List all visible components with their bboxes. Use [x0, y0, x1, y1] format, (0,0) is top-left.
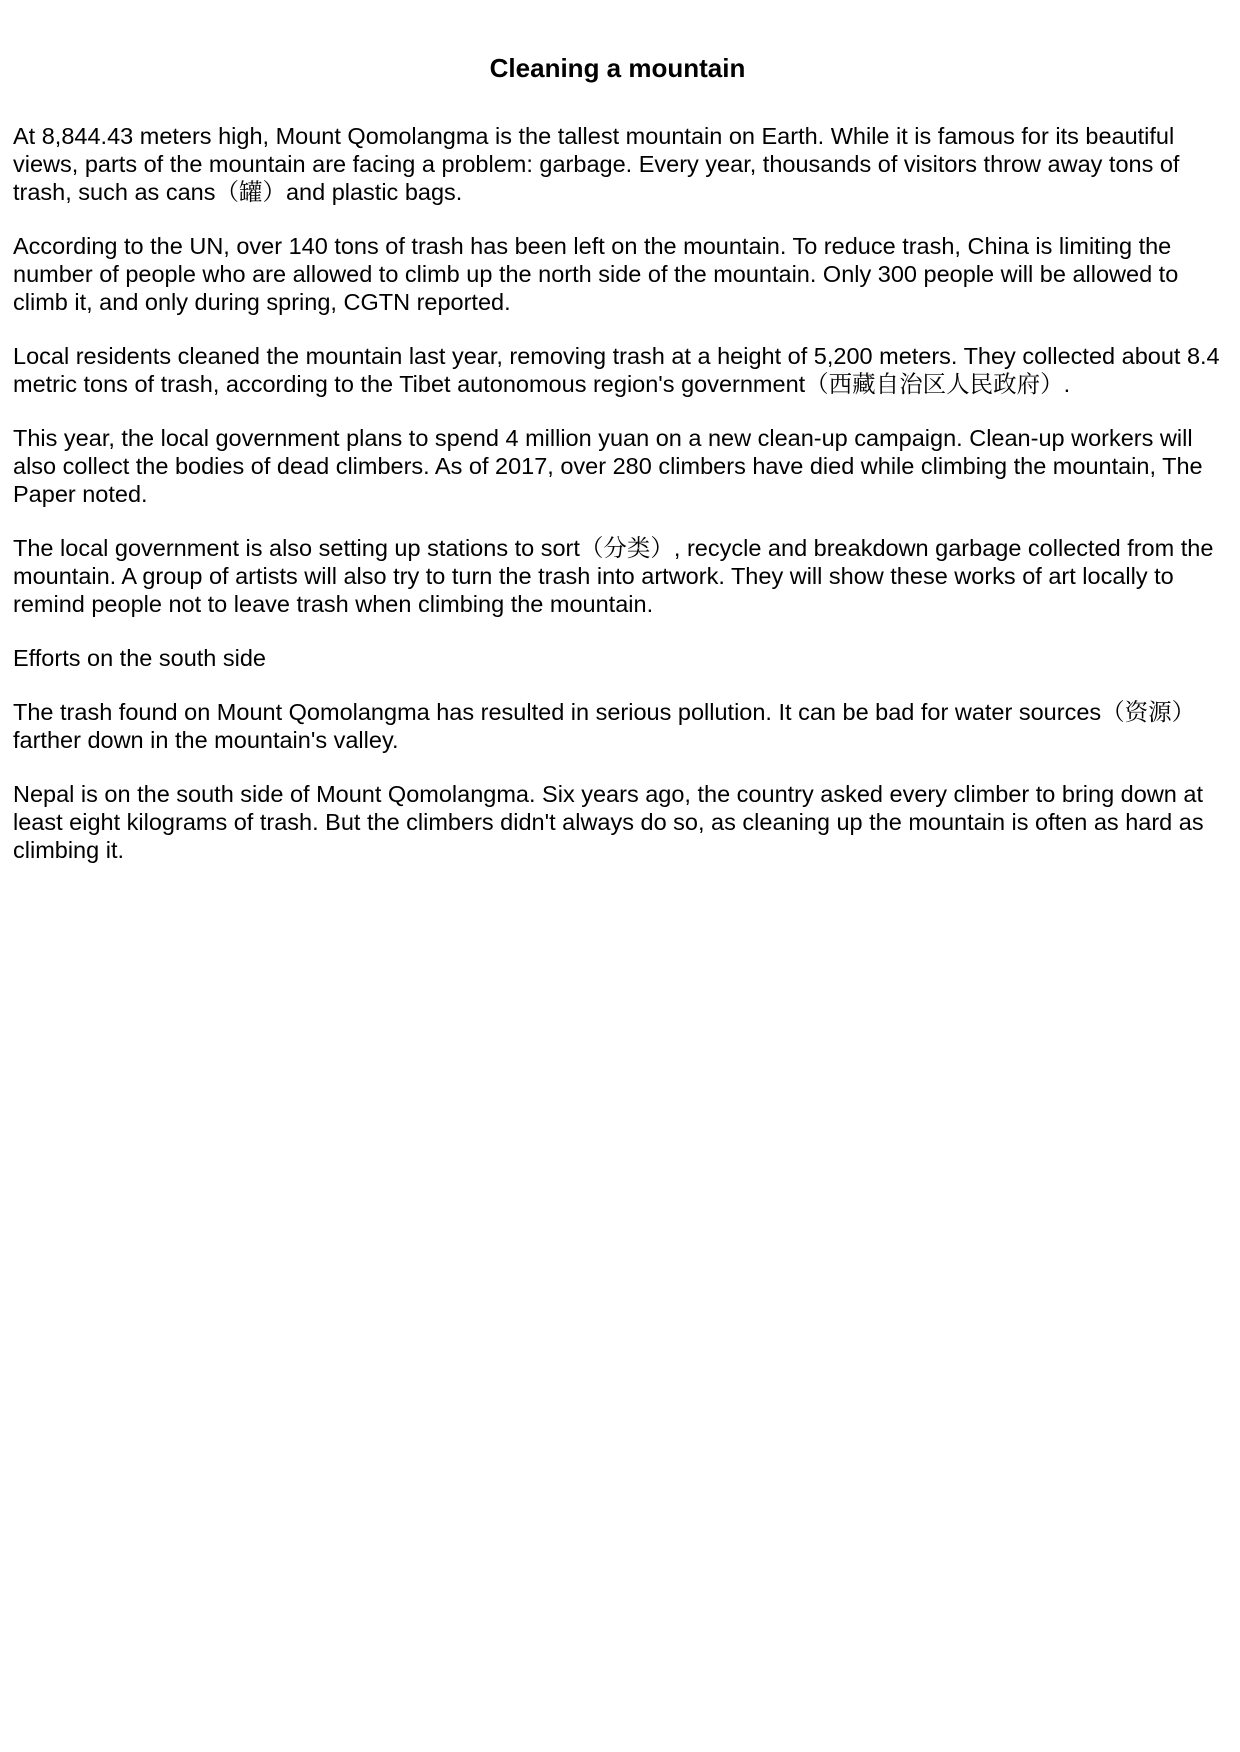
- paragraph-nepal: Nepal is on the south side of Mount Qomolangma. Six years ago, the country asked every climber to bring down at least eight kilograms of trash. But the climbers didn't always do so, as cleaning up the mountain is often as hard as climbing it.: [13, 781, 1204, 863]
- paragraph-height-and-garbage: At 8,844.43 meters high, Mount Qomolangma is the tallest mountain on Earth. While it is famous for its beautiful views, parts of the mountain are facing a problem: garbage. Every year, thousands of visitors throw away tons of trash, such as cans（罐）and plastic bags.: [13, 123, 1180, 205]
- paragraph-local-cleanup: Local residents cleaned the mountain last year, removing trash at a height of 5,200 meters. They collected about 8.4 metric tons of trash, according to the Tibet autonomous region's government（西藏自治区人民政府）.: [13, 343, 1220, 397]
- paragraph-recycling-stations: The local government is also setting up stations to sort（分类）, recycle and breakdown garbage collected from the mountain. A group of artists will also try to turn the trash into artwork. They will show these works of art locally to remind people not to leave trash when climbing the mountain.: [13, 535, 1214, 617]
- paragraph-un-trash-limits: According to the UN, over 140 tons of trash has been left on the mountain. To reduce trash, China is limiting the number of people who are allowed to climb up the north side of the mountain. Only 300 people will be allowed to climb it, and only during spring, CGTN reported.: [13, 233, 1179, 315]
- section-subheading: Efforts on the south side: [13, 645, 267, 671]
- paragraph-pollution: The trash found on Mount Qomolangma has resulted in serious pollution. It can be bad for water sources（资源）farther down in the mountain's valley.: [13, 699, 1196, 753]
- document-title: Cleaning a mountain: [489, 53, 746, 83]
- paragraph-cleanup-campaign: This year, the local government plans to spend 4 million yuan on a new clean-up campaign. Clean-up workers will also collect the bodies of dead climbers. As of 2017, over 280 climbers have died while climbing the mountain, The Paper noted.: [13, 425, 1203, 507]
